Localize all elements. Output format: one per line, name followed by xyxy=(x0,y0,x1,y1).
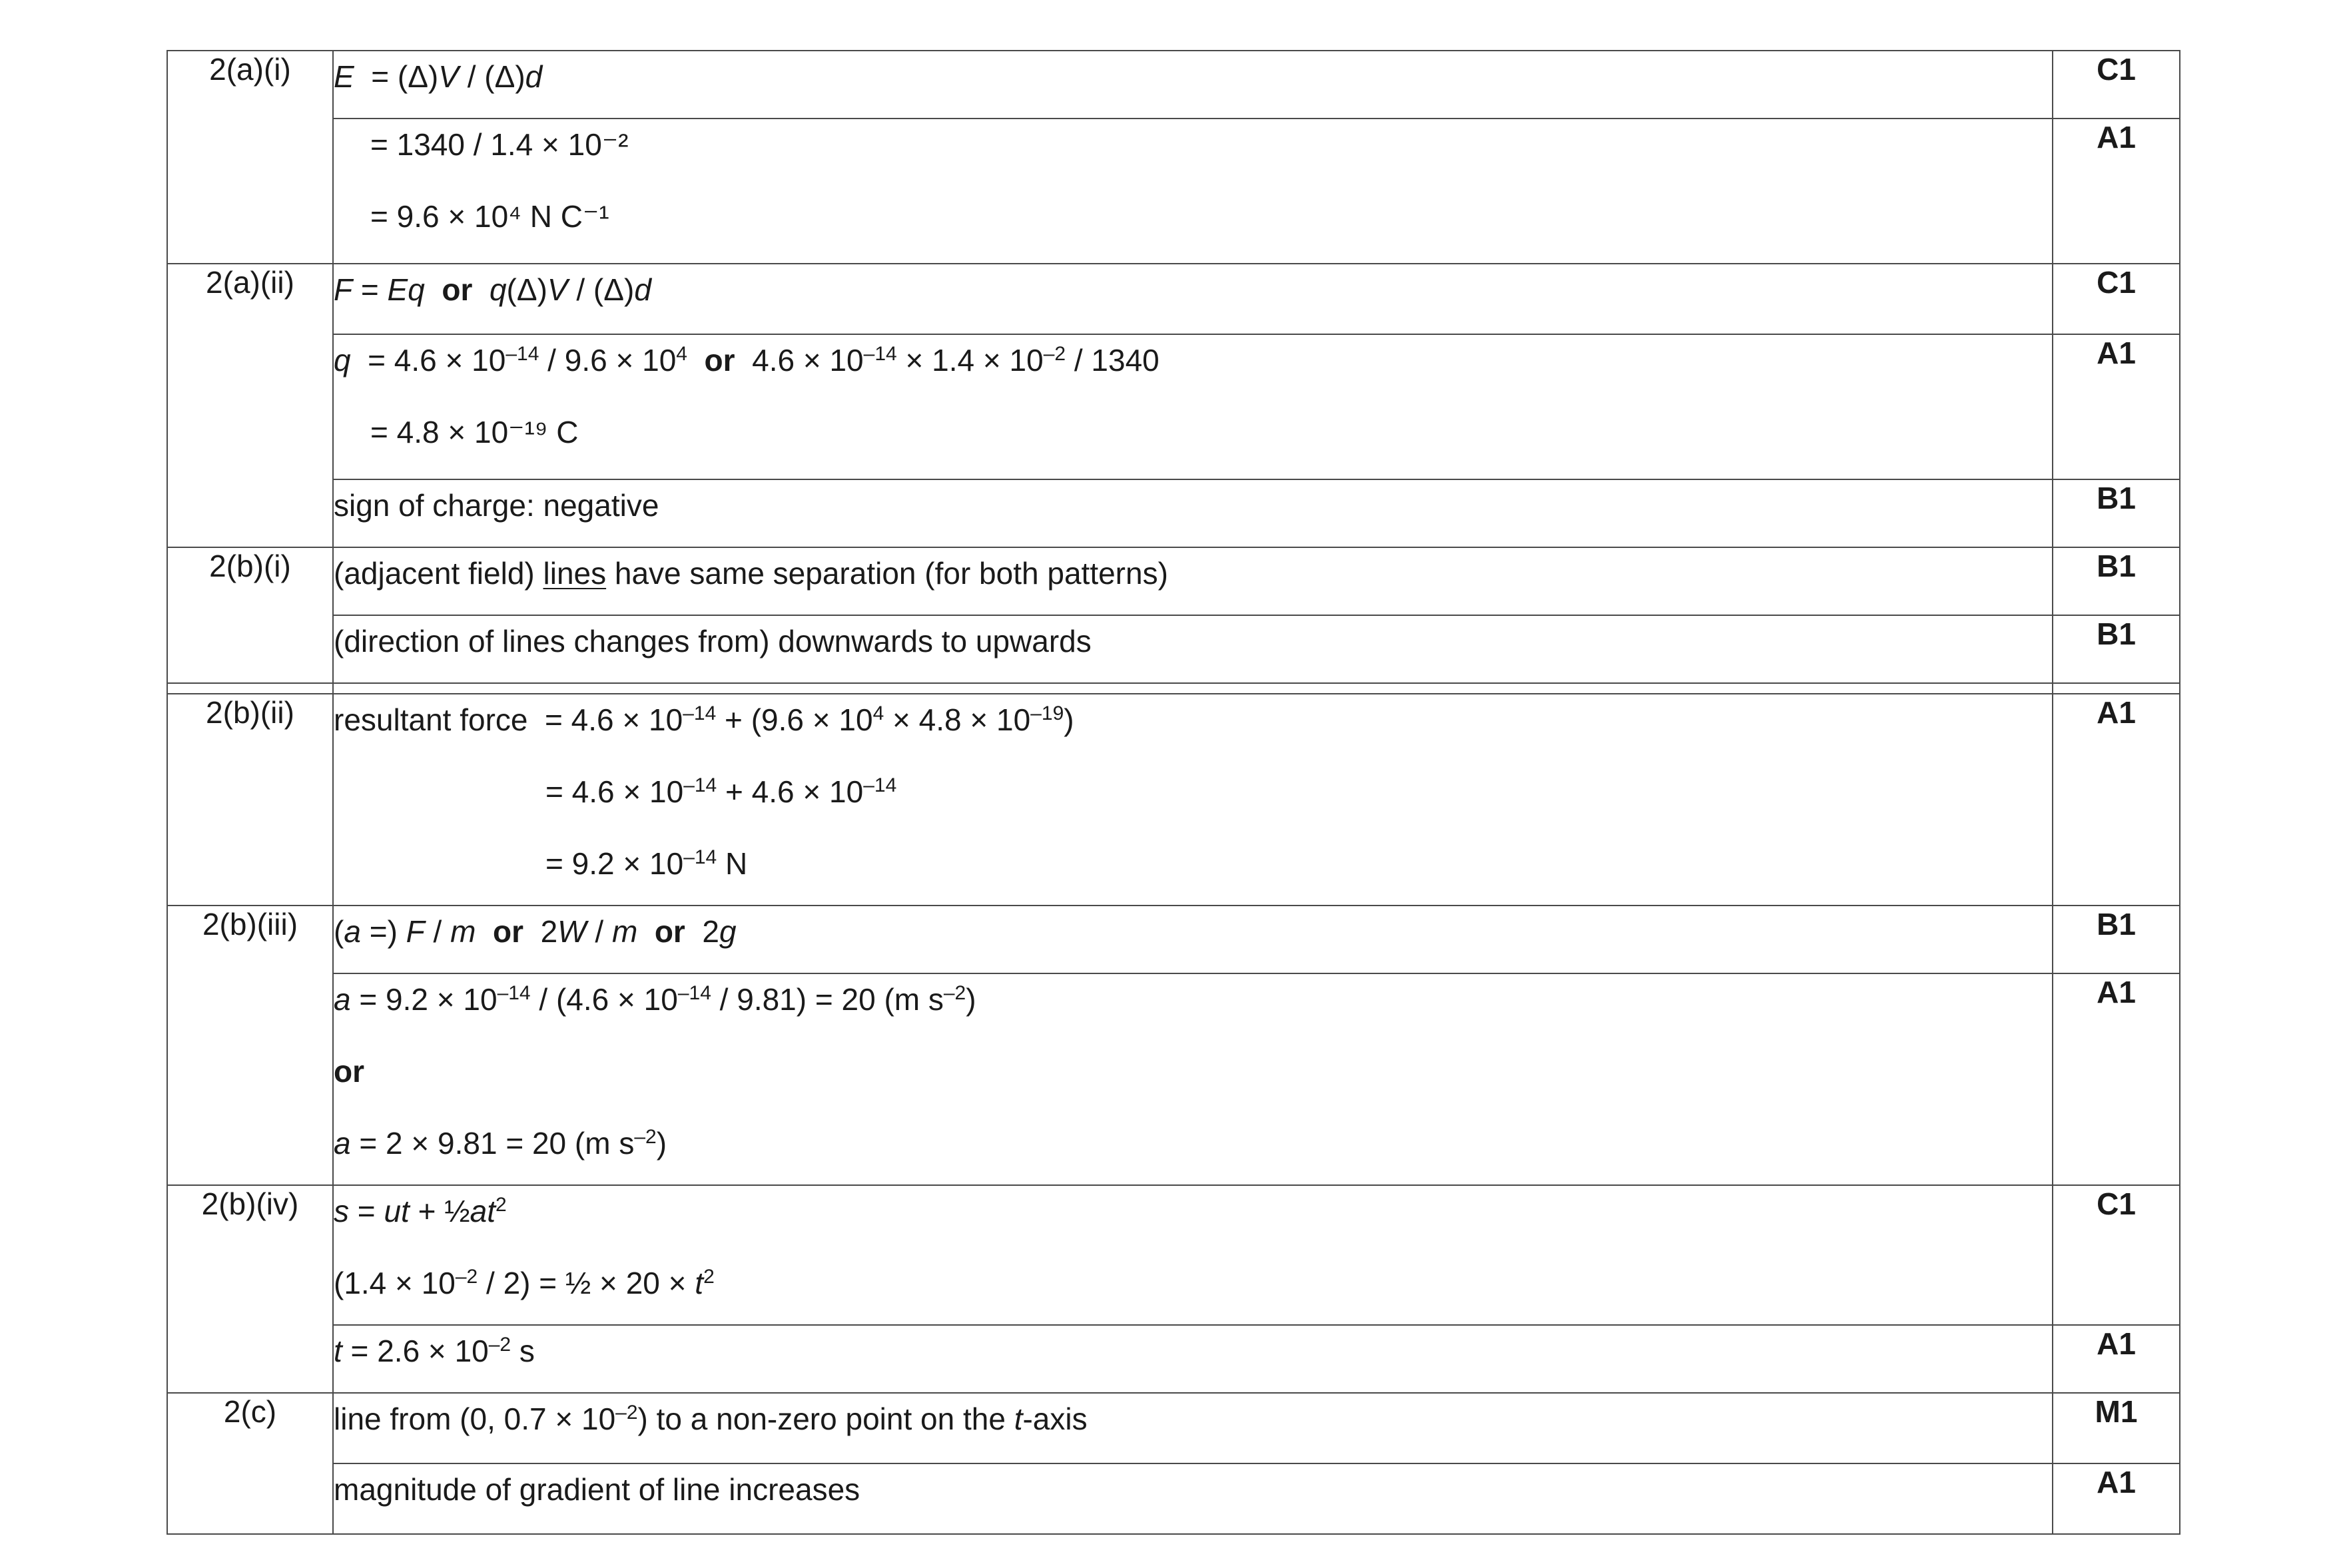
table-row xyxy=(167,615,2180,683)
table-row xyxy=(167,694,2180,906)
mark-cell: A1 xyxy=(2053,1325,2180,1393)
answer-line: or xyxy=(334,1054,364,1089)
answer-line: $(1.4 \times 10^{-2} / 2)$ = ½ × $20 \times t^2$ xyxy=(334,1266,715,1300)
question-number: 2(b)(ii) xyxy=(167,694,333,906)
answer-cell xyxy=(333,906,2053,973)
answer-cell xyxy=(333,694,2053,906)
answer-cell xyxy=(333,1325,2053,1393)
table-row xyxy=(167,119,2180,264)
answer-line-rendered: E = (Δ)V / (Δ)d xyxy=(334,59,543,94)
answer-line: (direction of lines changes from) downwards to upwards xyxy=(334,624,1092,658)
mark-cell: C1 xyxy=(2053,51,2180,119)
table-row xyxy=(167,51,2180,119)
table-row xyxy=(167,1185,2180,1325)
table-row xyxy=(167,906,2180,973)
table-row xyxy=(167,1393,2180,1463)
mark-scheme-table xyxy=(167,50,2180,1535)
answer-cell xyxy=(333,264,2053,334)
mark-cell: A1 xyxy=(2053,334,2180,479)
mark-cell: B1 xyxy=(2053,547,2180,615)
separator-cell xyxy=(2053,683,2180,694)
mark-cell: B1 xyxy=(2053,615,2180,683)
answer-cell xyxy=(333,615,2053,683)
mark-cell: A1 xyxy=(2053,1463,2180,1534)
answer-cell xyxy=(333,1393,2053,1463)
table-row xyxy=(167,479,2180,547)
answer-cell xyxy=(333,547,2053,615)
question-number: 2(a)(i) xyxy=(167,51,333,264)
separator-cell xyxy=(167,683,333,694)
table-row xyxy=(167,264,2180,334)
answer-line: (a =) F / m or 2W / m or 2g xyxy=(334,914,737,949)
table-row xyxy=(167,334,2180,479)
answer-line: line from (0, $0.7 \times 10^{-2}$) to a non-zero point on the t-axis xyxy=(334,1402,1088,1436)
row-separator xyxy=(167,683,2180,694)
answer-line: (adjacent field) lines have same separation (for both patterns) xyxy=(334,556,1168,591)
answer-line: = 4.8 × 10⁻¹⁹ C xyxy=(370,415,579,449)
separator-cell xyxy=(333,683,2053,694)
mark-cell: A1 xyxy=(2053,694,2180,906)
answer-cell xyxy=(333,334,2053,479)
answer-cell xyxy=(333,973,2053,1185)
table-row xyxy=(167,547,2180,615)
mark-cell: C1 xyxy=(2053,1185,2180,1325)
mark-cell: A1 xyxy=(2053,973,2180,1185)
answer-line: a = 2 × 9.81 = 20 (m $s^{-2}$) xyxy=(334,1126,667,1161)
answer-line: = $9.2 \times 10^{-14}$ N xyxy=(545,846,748,881)
question-number: 2(c) xyxy=(167,1393,333,1534)
answer-cell xyxy=(333,51,2053,119)
table-row xyxy=(167,1463,2180,1534)
answer-line: resultant force = $4.6 \times 10^{-14} + (9.6 \times 10^4 \times 4.8 \times 10^{-19})$ xyxy=(334,702,1074,737)
answer-line: $t = 2.6 \times 10^{-2}$ s xyxy=(334,1334,535,1368)
question-number: 2(b)(i) xyxy=(167,547,333,683)
answer-line: sign of charge: negative xyxy=(334,488,659,523)
mark-cell: B1 xyxy=(2053,906,2180,973)
question-number: 2(a)(ii) xyxy=(167,264,333,547)
mark-cell: B1 xyxy=(2053,479,2180,547)
mark-cell: C1 xyxy=(2053,264,2180,334)
answer-line: s = ut + $\frac{1}{2}at^2$ xyxy=(334,1194,507,1228)
answer-line: $q = 4.6 \times 10^{-14} / 9.6 \times 10^4$ or $4.6 \times 10^{-14} \times 1.4 \times 10^{-2} / 1340$ xyxy=(334,343,1160,378)
answer-line: = $4.6 \times 10^{-14} + 4.6 \times 10^{-14}$ xyxy=(545,774,897,809)
answer-cell xyxy=(333,479,2053,547)
answer-line: magnitude of gradient of line increases xyxy=(334,1472,860,1507)
table-row xyxy=(167,1325,2180,1393)
mark-cell: M1 xyxy=(2053,1393,2180,1463)
table-row xyxy=(167,973,2180,1185)
answer-cell xyxy=(333,1463,2053,1534)
answer-line: = 1340 / 1.4 × 10⁻² xyxy=(370,127,629,162)
question-number: 2(b)(iv) xyxy=(167,1185,333,1393)
answer-line: $a = 9.2 \times 10^{-14} / (4.6 \times 10^{-14} / 9.81) = 20$ (m $s^{-2}$) xyxy=(334,982,976,1017)
question-number: 2(b)(iii) xyxy=(167,906,333,1185)
answer-cell xyxy=(333,1185,2053,1325)
answer-line: = 9.6 × 10⁴ N C⁻¹ xyxy=(370,199,609,234)
answer-line: F = Eq or q(Δ)V / (Δ)d xyxy=(334,272,651,307)
mark-cell: A1 xyxy=(2053,119,2180,264)
answer-cell xyxy=(333,119,2053,264)
